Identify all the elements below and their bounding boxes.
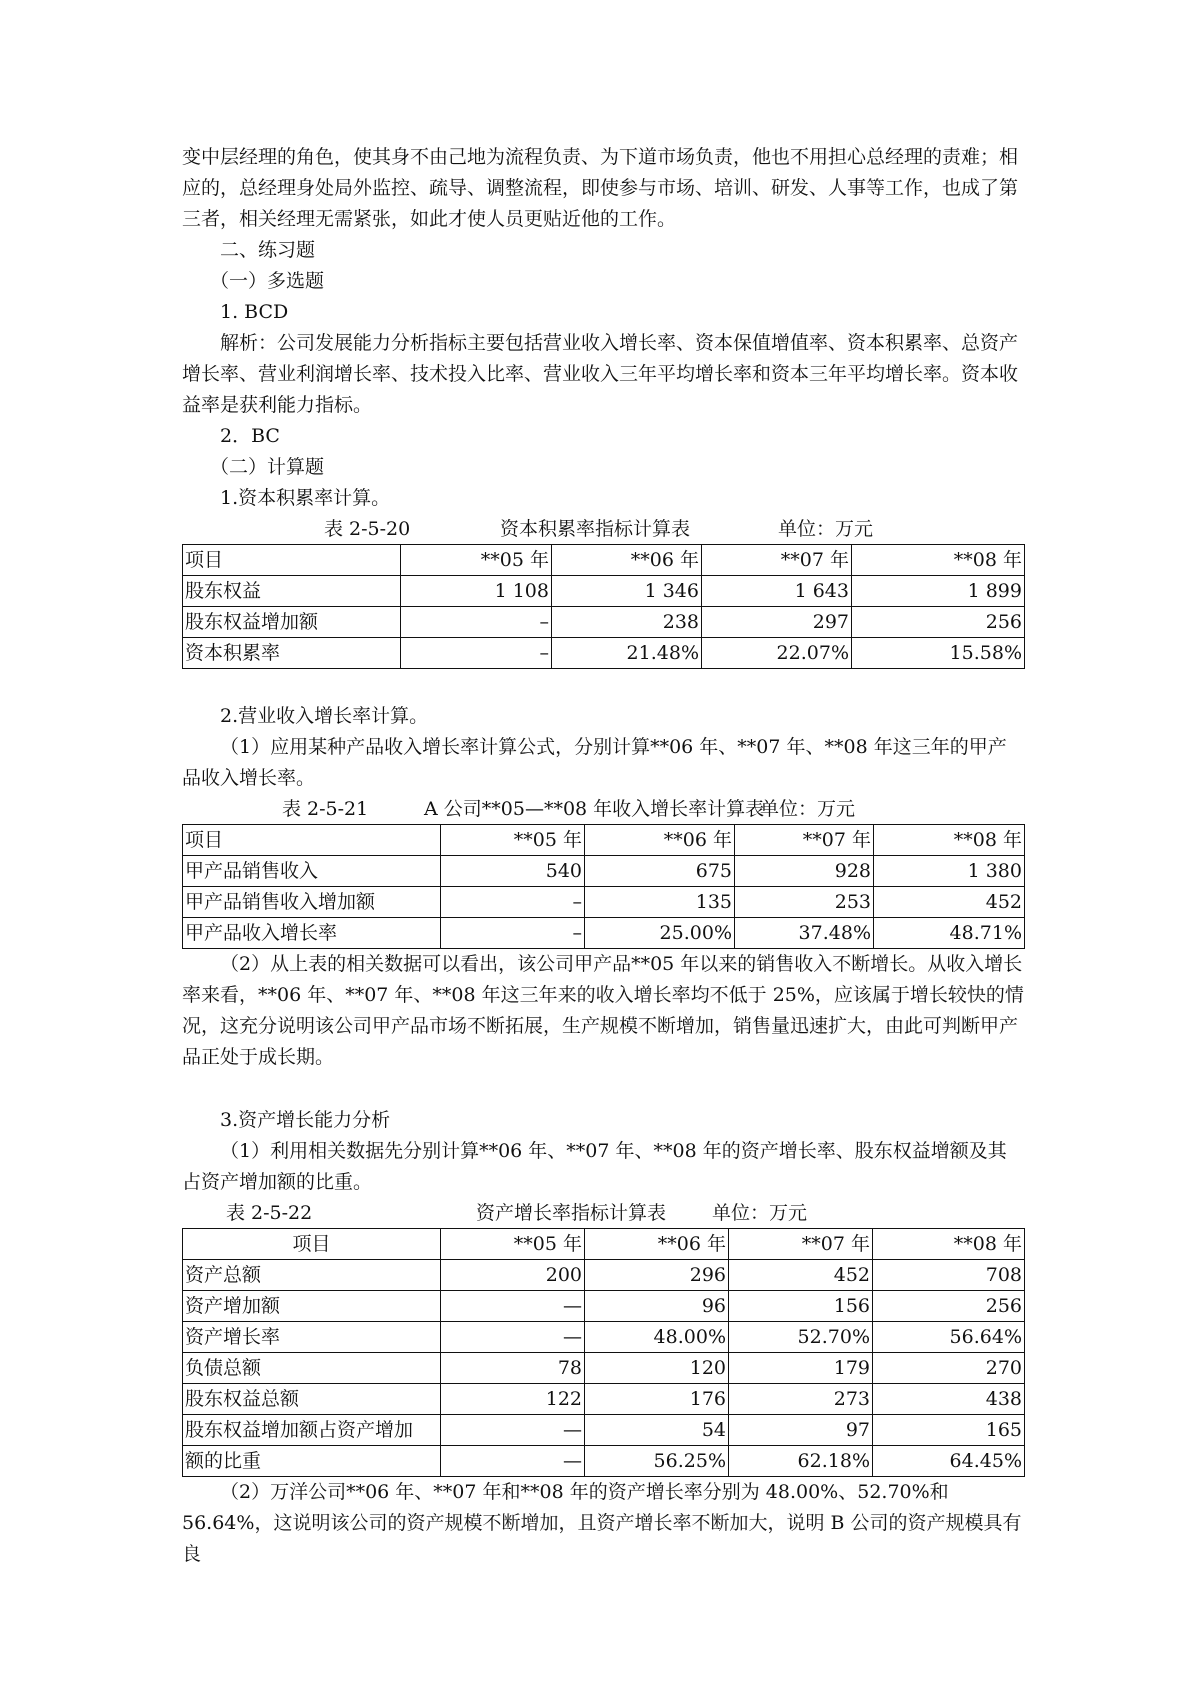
table-cell: 22.07% [702, 638, 852, 669]
table2-name: A 公司**05—**08 年收入增长率计算表 [424, 798, 765, 820]
table-cell: 62.18% [729, 1446, 873, 1477]
header-cell: **05 年 [401, 545, 552, 576]
table-cell: 25.00% [585, 918, 735, 949]
table-row [183, 638, 1025, 669]
table-row [183, 1291, 1025, 1322]
header-cell: 项目 [183, 1229, 441, 1260]
header-cell: **07 年 [729, 1229, 873, 1260]
analysis-1: 解析：公司发展能力分析指标主要包括营业收入增长率、资本保值增值率、资本积累率、总资产增长率、营业利润增长率、技术投入比率、营业收入三年平均增长率和资本三年平均增长率。资本收益率是获利能力指标。 [182, 332, 1019, 416]
table-cell: 96 [585, 1291, 729, 1322]
row-label: 负债总额 [183, 1353, 441, 1384]
table-cell: 452 [874, 887, 1025, 918]
table3-name: 资产增长率指标计算表 [476, 1202, 667, 1224]
spacer [182, 1073, 1024, 1105]
table-cell: 122 [441, 1384, 585, 1415]
table-row [183, 887, 1025, 918]
table-cell: — [441, 1446, 585, 1477]
table1-label: 表 2-5-20 [324, 518, 411, 540]
header-cell: **06 年 [585, 825, 735, 856]
table-cell: 1 380 [874, 856, 1025, 887]
table-cell: 270 [873, 1353, 1025, 1384]
header-cell: 项目 [183, 825, 441, 856]
table-cell: 256 [873, 1291, 1025, 1322]
table-cell: 200 [441, 1260, 585, 1291]
table-row [183, 1260, 1025, 1291]
table-revenue-growth [182, 824, 1025, 949]
table2-caption [182, 794, 1024, 824]
row-label: 甲产品收入增长率 [183, 918, 441, 949]
question-2-part-1: （1）应用某种产品收入增长率计算公式，分别计算**06 年、**07 年、**08 年这三年的甲产品收入增长率。 [182, 736, 1007, 789]
row-label: 甲产品销售收入增加额 [183, 887, 441, 918]
table3-label: 表 2-5-22 [226, 1202, 313, 1224]
table-row [183, 607, 1025, 638]
table2-label: 表 2-5-21 [282, 798, 369, 820]
header-cell: **06 年 [552, 545, 702, 576]
table-cell: 256 [852, 607, 1025, 638]
table-cell: 56.25% [585, 1446, 729, 1477]
table-cell: — [441, 1322, 585, 1353]
table-cell: 438 [873, 1384, 1025, 1415]
table-cell: 97 [729, 1415, 873, 1446]
table-cell: 48.00% [585, 1322, 729, 1353]
row-label: 股东权益总额 [183, 1384, 441, 1415]
row-label: 资本积累率 [183, 638, 401, 669]
table1-caption [182, 514, 1024, 544]
table-cell: 52.70% [729, 1322, 873, 1353]
header-cell: 项目 [183, 545, 401, 576]
table-cell: 273 [729, 1384, 873, 1415]
table-cell: 675 [585, 856, 735, 887]
table2-unit: 单位：万元 [760, 798, 856, 820]
table3-caption [182, 1198, 1024, 1228]
table-cell: 296 [585, 1260, 729, 1291]
table1-name: 资本积累率指标计算表 [500, 518, 691, 540]
table-cell: 135 [585, 887, 735, 918]
table-header-row [183, 825, 1025, 856]
table-header-row [183, 1229, 1025, 1260]
header-cell: **08 年 [852, 545, 1025, 576]
row-label: 资产总额 [183, 1260, 441, 1291]
table-cell: 1 899 [852, 576, 1025, 607]
row-label: 股东权益增加额 [183, 607, 401, 638]
heading-multiple-choice: （一）多选题 [210, 270, 325, 292]
table-row [183, 576, 1025, 607]
question-3-part-2: （2）万洋公司**06 年、**07 年和**08 年的资产增长率分别为 48.00%、52.70%和 56.64%，这说明该公司的资产规模不断增加，且资产增长率不断加大，说明 B 公司的资产规模具有良 [182, 1481, 1022, 1565]
table-cell: — [441, 1415, 585, 1446]
header-cell: **08 年 [874, 825, 1025, 856]
heading-exercises: 二、练习题 [220, 239, 316, 261]
table-row [183, 1322, 1025, 1353]
table-cell: 253 [735, 887, 874, 918]
header-cell: **08 年 [873, 1229, 1025, 1260]
table-cell: 78 [441, 1353, 585, 1384]
table-cell: 37.48% [735, 918, 874, 949]
table-cell: 1 346 [552, 576, 702, 607]
table-cell: — [441, 1291, 585, 1322]
question-1-title: 1.资本积累率计算。 [220, 487, 391, 509]
question-2-part-2: （2）从上表的相关数据可以看出，该公司甲产品**05 年以来的销售收入不断增长。从收入增长率来看，**06 年、**07 年、**08 年这三年来的收入增长率均不低于 25%，应该属于增长较快的情况，这充分说明该公司甲产品市场不断拓展，生产规模不断增加，销售量迅速扩大，由此可判断甲产品正处于成长期。 [182, 953, 1024, 1068]
row-label: 额的比重 [183, 1446, 441, 1477]
table-cell: 179 [729, 1353, 873, 1384]
table-cell: 1 643 [702, 576, 852, 607]
header-cell: **05 年 [441, 1229, 585, 1260]
table-row [183, 1384, 1025, 1415]
table-cell: 15.58% [852, 638, 1025, 669]
table-cell: 297 [702, 607, 852, 638]
table-row [183, 856, 1025, 887]
table-row [183, 1415, 1025, 1446]
heading-calculation: （二）计算题 [210, 456, 325, 478]
table-cell: 56.64% [873, 1322, 1025, 1353]
table-cell: 928 [735, 856, 874, 887]
header-cell: **07 年 [702, 545, 852, 576]
question-2-title: 2.营业收入增长率计算。 [220, 705, 429, 727]
table-cell: 165 [873, 1415, 1025, 1446]
header-cell: **05 年 [441, 825, 585, 856]
table-cell: 21.48% [552, 638, 702, 669]
table-cell: 452 [729, 1260, 873, 1291]
document-body [182, 142, 1024, 1570]
table-row [183, 918, 1025, 949]
table-cell: 540 [441, 856, 585, 887]
paragraph-continuation: 变中层经理的角色，使其身不由己地为流程负责、为下道市场负责，他也不用担心总经理的责难；相应的，总经理身处局外监控、疏导、调整流程，即使参与市场、培训、研发、人事等工作，也成了第三者，相关经理无需紧张，如此才使人员更贴近他的工作。 [182, 146, 1019, 230]
table1-unit: 单位：万元 [778, 518, 874, 540]
answer-1: 1. BCD [220, 301, 289, 323]
table3-unit: 单位：万元 [712, 1202, 808, 1224]
table-header-row [183, 545, 1025, 576]
table-cell: 176 [585, 1384, 729, 1415]
table-row [183, 1353, 1025, 1384]
table-capital-accumulation [182, 544, 1025, 669]
table-cell: 156 [729, 1291, 873, 1322]
header-cell: **06 年 [585, 1229, 729, 1260]
table-cell: – [401, 607, 552, 638]
row-label: 股东权益增加额占资产增加 [183, 1415, 441, 1446]
table-cell: 54 [585, 1415, 729, 1446]
table-cell: 48.71% [874, 918, 1025, 949]
table-cell: – [441, 918, 585, 949]
table-row [183, 1446, 1025, 1477]
header-cell: **07 年 [735, 825, 874, 856]
row-label: 甲产品销售收入 [183, 856, 441, 887]
table-cell: 708 [873, 1260, 1025, 1291]
table-cell: 64.45% [873, 1446, 1025, 1477]
answer-2: 2．BC [220, 425, 280, 447]
table-cell: 1 108 [401, 576, 552, 607]
row-label: 股东权益 [183, 576, 401, 607]
table-cell: – [401, 638, 552, 669]
question-3-title: 3.资产增长能力分析 [220, 1109, 391, 1131]
row-label: 资产增长率 [183, 1322, 441, 1353]
table-cell: 238 [552, 607, 702, 638]
question-3-part-1: （1）利用相关数据先分别计算**06 年、**07 年、**08 年的资产增长率、股东权益增额及其占资产增加额的比重。 [182, 1140, 1007, 1193]
table-cell: – [441, 887, 585, 918]
spacer [182, 669, 1024, 701]
table-asset-growth [182, 1228, 1025, 1477]
row-label: 资产增加额 [183, 1291, 441, 1322]
table-cell: 120 [585, 1353, 729, 1384]
